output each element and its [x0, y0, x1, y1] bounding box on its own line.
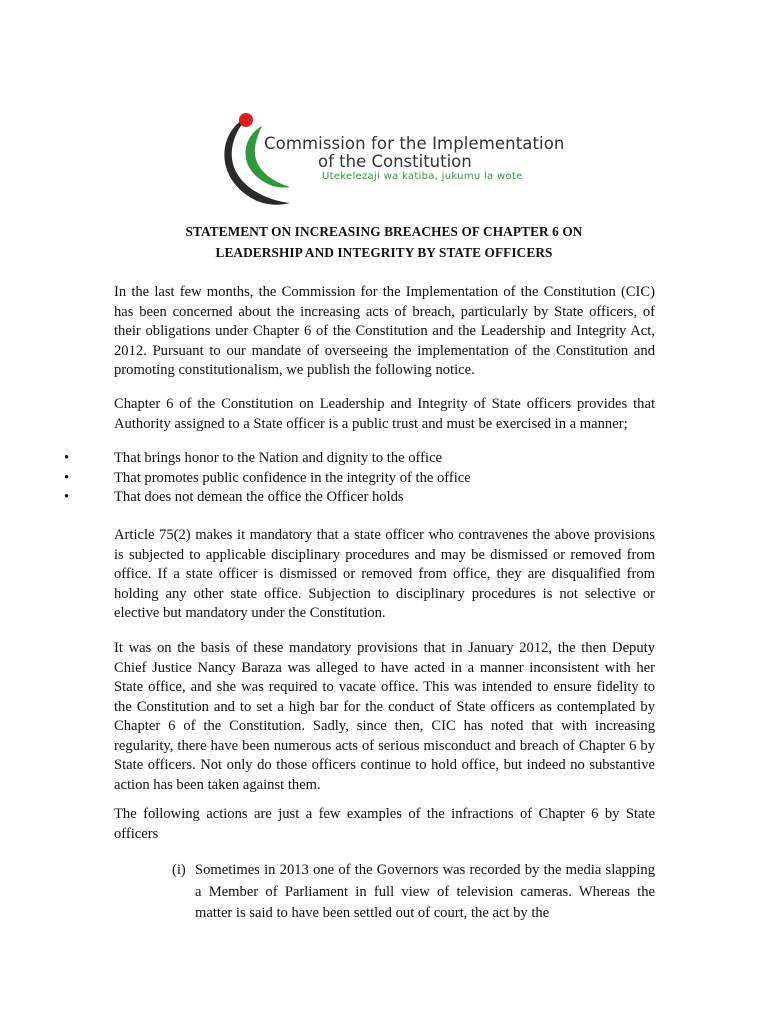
cic-logo [210, 108, 570, 208]
bullet-marker: • [64, 489, 70, 505]
list-item: • That promotes public confidence in the integrity of the office [64, 469, 664, 489]
paragraph-examples-intro: The following actions are just a few examples of the infractions of Chapter 6 by State officers [114, 806, 655, 842]
cic-emblem-icon [210, 108, 320, 208]
logo-tagline: Utekelezaji wa katiba, jukumu la wote [322, 171, 523, 182]
example-item [172, 860, 655, 925]
list-item: • That brings honor to the Nation and dignity to the office [64, 449, 664, 469]
title-line-2: LEADERSHIP AND INTEGRITY BY STATE OFFICERS [215, 245, 553, 260]
bullet-marker: • [64, 469, 70, 486]
document-title [114, 221, 654, 263]
paragraph-article-75: Article 75(2) makes it mandatory that a state officer who contravenes the above provisions is subjected to applicable disciplinary procedures and may be dismissed or removed from office. If a state officer is dismissed or removed from office, they are disqualified from holding any other state office. Subjection to disciplinary procedures is not selective or elective but mandatory under the Constitution. [114, 527, 655, 621]
logo-line-2: of the Constitution [318, 152, 472, 171]
example-text: Sometimes in 2013 one of the Governors was recorded by the media slapping a Member of Parliament in full view of television cameras. Whereas the matter is said to have been settled out of court, the act by the [195, 862, 655, 921]
example-number: (i) [172, 862, 186, 878]
title-line-1: STATEMENT ON INCREASING BREACHES OF CHAPTER 6 ON [185, 224, 583, 239]
paragraph-baraza: It was on the basis of these mandatory provisions that in January 2012, the then Deputy Chief Justice Nancy Baraza was alleged to have acted in a manner inconsistent with her State office, and she was required to vacate office. This was intended to ensure fidelity to the Constitution and to set a high bar for the conduct of State officers as contemplated by Chapter 6 of the Constitution. Sadly, since then, CIC has noted that with increasing regularity, there have been numerous acts of serious misconduct and breach of Chapter 6 by State officers. Not only do those officers continue to hold office, but indeed no substantive action has been taken against them. [114, 640, 655, 793]
bullet-marker: • [64, 450, 70, 466]
paragraph-chapter-6: Chapter 6 of the Constitution on Leadership and Integrity of State officers provides that Authority assigned to a State officer is a public trust and must be exercised in a manner; [114, 396, 655, 432]
logo-line-1: Commission for the Implementation [264, 134, 565, 153]
bullet-list [64, 449, 664, 508]
list-item: • That does not demean the office the Officer holds [64, 488, 664, 508]
paragraph-intro: In the last few months, the Commission for the Implementation of the Constitution (CIC) has been concerned about the increasing acts of breach, particularly by State officers, of their obligations under Chapter 6 of the Constitution and the Leadership and Integrity Act, 2012. Pursuant to our mandate of overseeing the implementation of the Constitution and promoting constitutionalism, we publish the following notice. [114, 284, 655, 378]
